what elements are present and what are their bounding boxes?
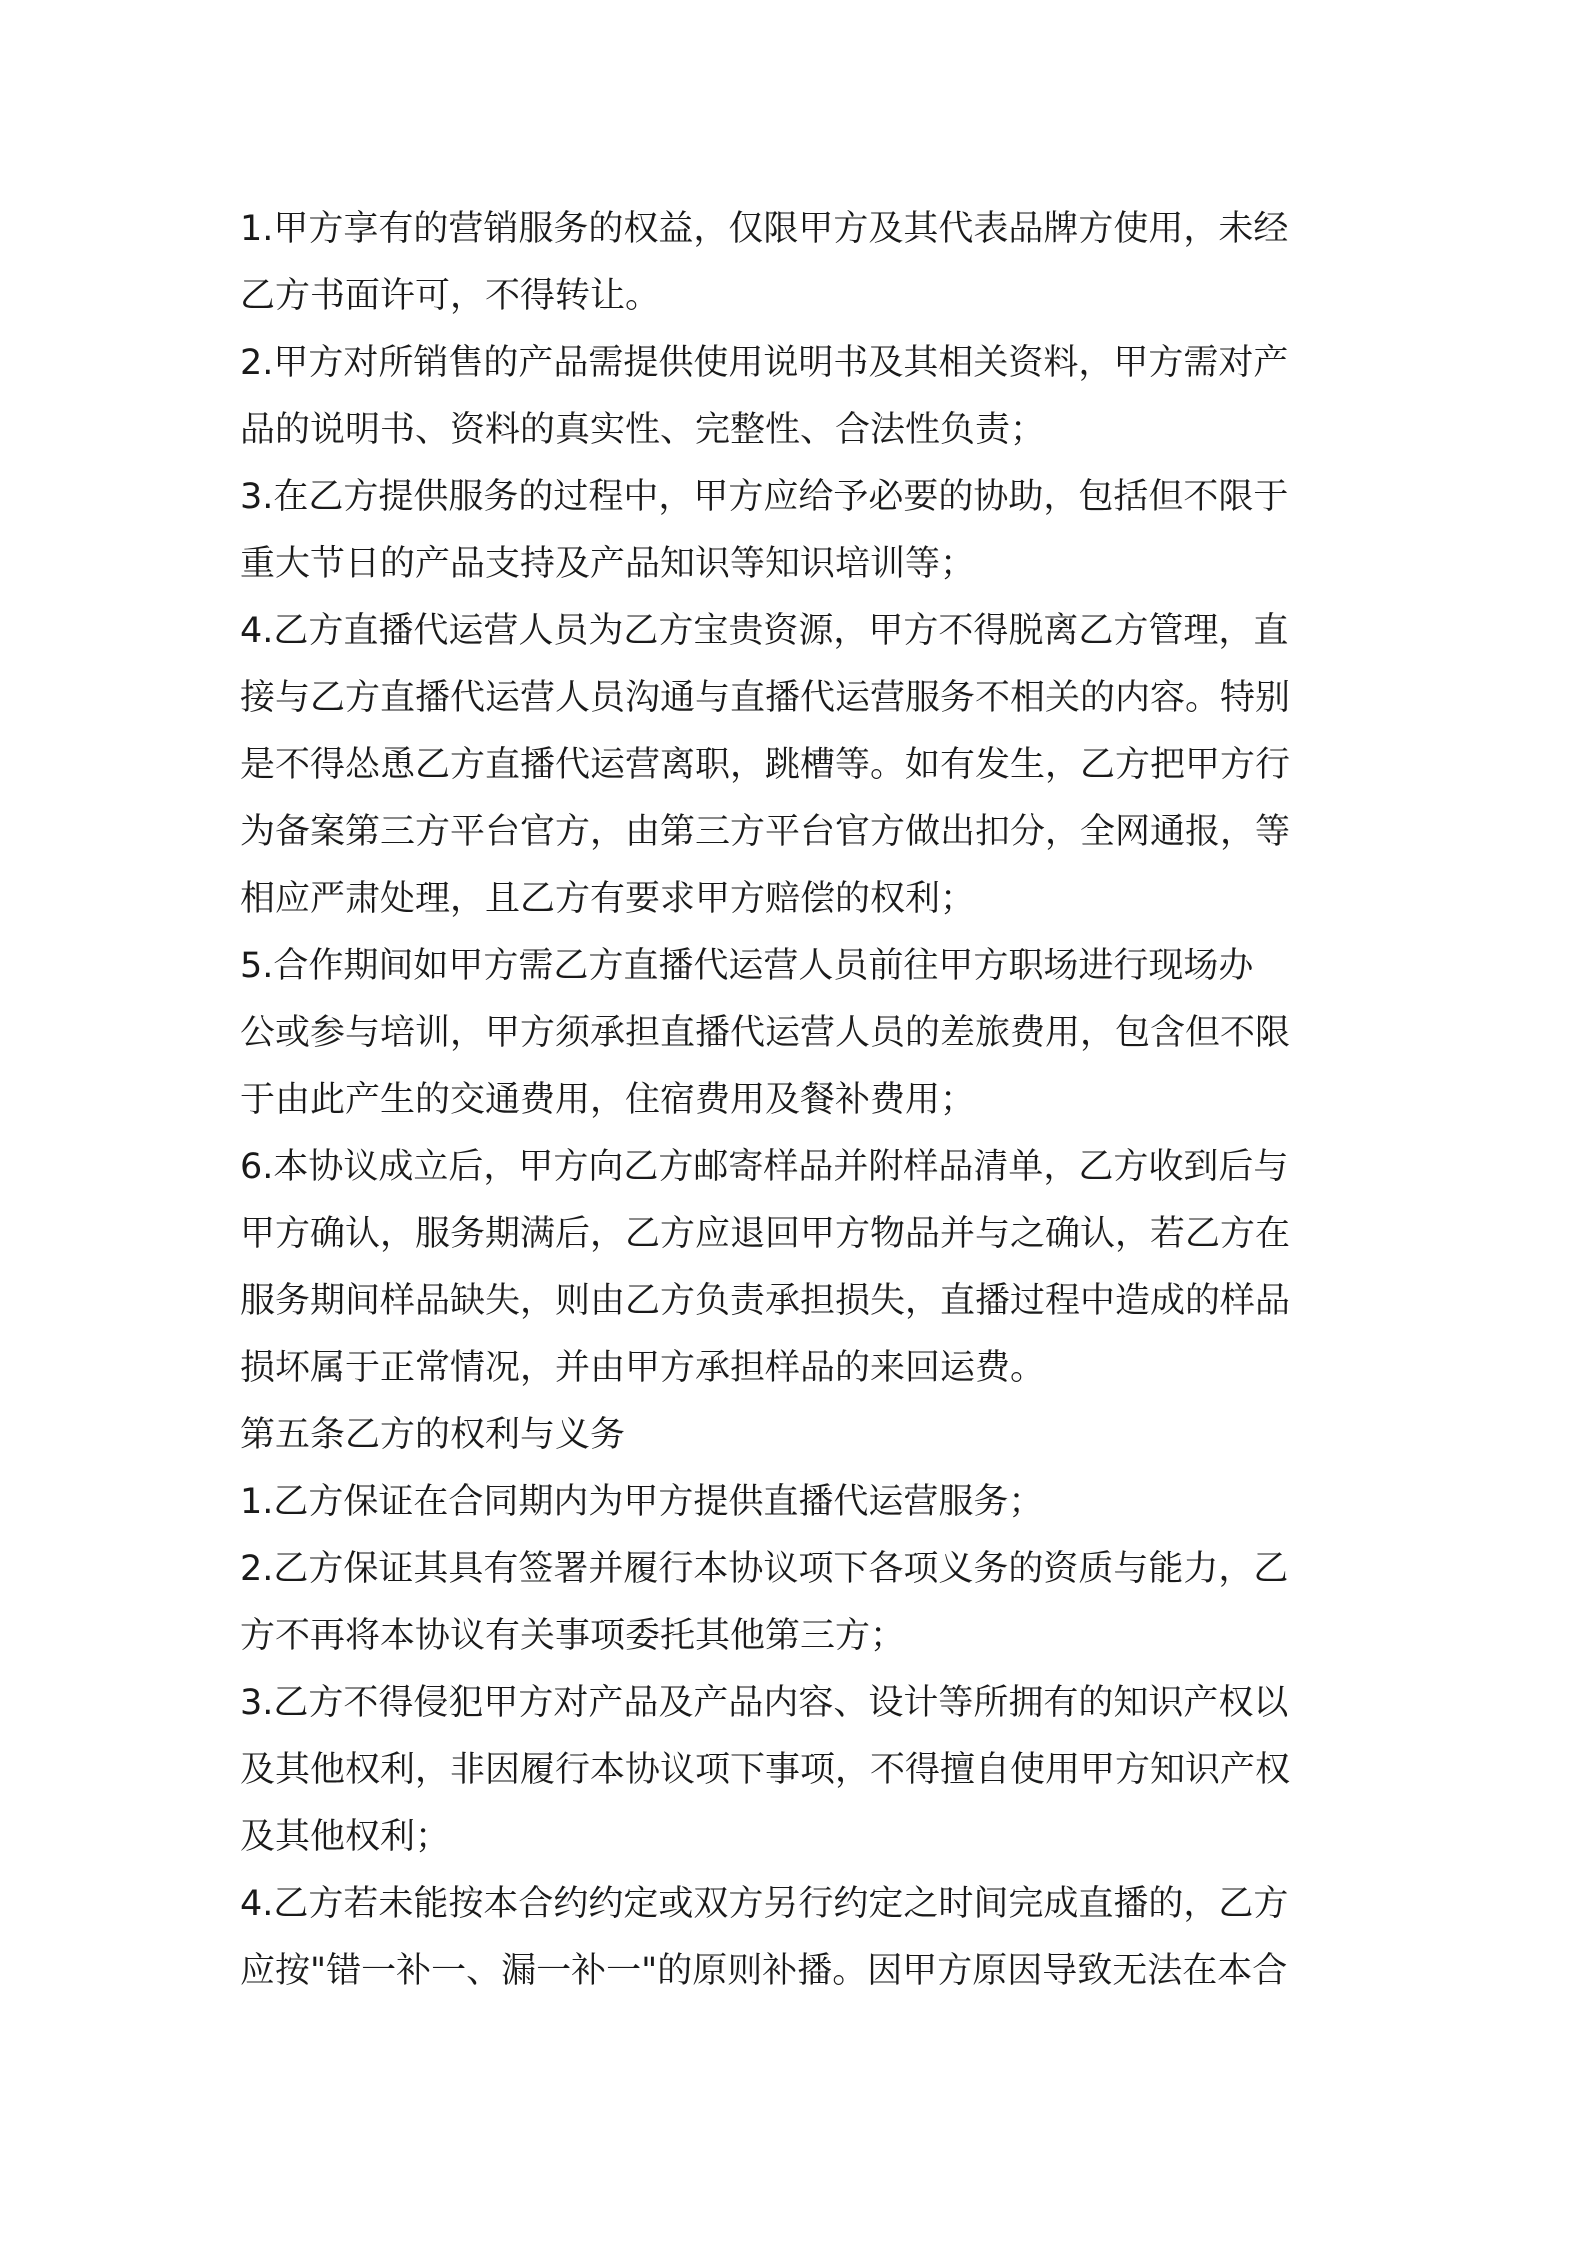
- clause-party-a-2: 2.甲方对所销售的产品需提供使用说明书及其相关资料，甲方需对产 品的说明书、资料的真实性、完整性、合法性负责；: [240, 343, 1289, 450]
- document-body: [240, 196, 1360, 2005]
- clause-party-a-5: 5.合作期间如甲方需乙方直播代运营人员前往甲方职场进行现场办 公或参与培训，甲方须承担直播代运营人员的差旅费用，包含但不限 于由此产生的交通费用，住宿费用及餐补费用；: [240, 946, 1291, 1120]
- clause-party-a-4: 4.乙方直播代运营人员为乙方宝贵资源，甲方不得脱离乙方管理，直 接与乙方直播代运营人员沟通与直播代运营服务不相关的内容。特别 是不得怂恿乙方直播代运营离职，跳槽等。如有发生，乙方把甲方行 为备案第三方平台官方，由第三方平台官方做出扣分，全网通报，等 相应严肃处理，且乙方有要求甲方赔偿的权利；: [240, 611, 1291, 919]
- clause-party-b-4: 4.乙方若未能按本合约约定或双方另行约定之时间完成直播的，乙方 应按"错一补一、漏一补一"的原则补播。因甲方原因导致无法在本合: [240, 1884, 1289, 1991]
- clause-party-b-1: 1.乙方保证在合同期内为甲方提供直播代运营服务；: [240, 1482, 1044, 1522]
- clause-party-a-3: 3.在乙方提供服务的过程中，甲方应给予必要的协助，包括但不限于 重大节日的产品支持及产品知识等知识培训等；: [240, 477, 1289, 584]
- clause-party-b-2: 2.乙方保证其具有签署并履行本协议项下各项义务的资质与能力，乙 方不再将本协议有关事项委托其他第三方；: [240, 1549, 1289, 1656]
- clause-party-a-1: 1.甲方享有的营销服务的权益，仅限甲方及其代表品牌方使用，未经 乙方书面许可，不得转让。: [240, 209, 1289, 316]
- clause-party-a-6: 6.本协议成立后，甲方向乙方邮寄样品并附样品清单，乙方收到后与 甲方确认，服务期满后，乙方应退回甲方物品并与之确认，若乙方在 服务期间样品缺失，则由乙方负责承担损失，直播过程中造成的样品 损坏属于正常情况，并由甲方承担样品的来回运费。: [240, 1147, 1291, 1388]
- section-heading: 第五条乙方的权利与义务: [240, 1415, 626, 1455]
- clause-party-b-3: 3.乙方不得侵犯甲方对产品及产品内容、设计等所拥有的知识产权以 及其他权利，非因履行本协议项下事项，不得擅自使用甲方知识产权 及其他权利；: [240, 1683, 1291, 1857]
